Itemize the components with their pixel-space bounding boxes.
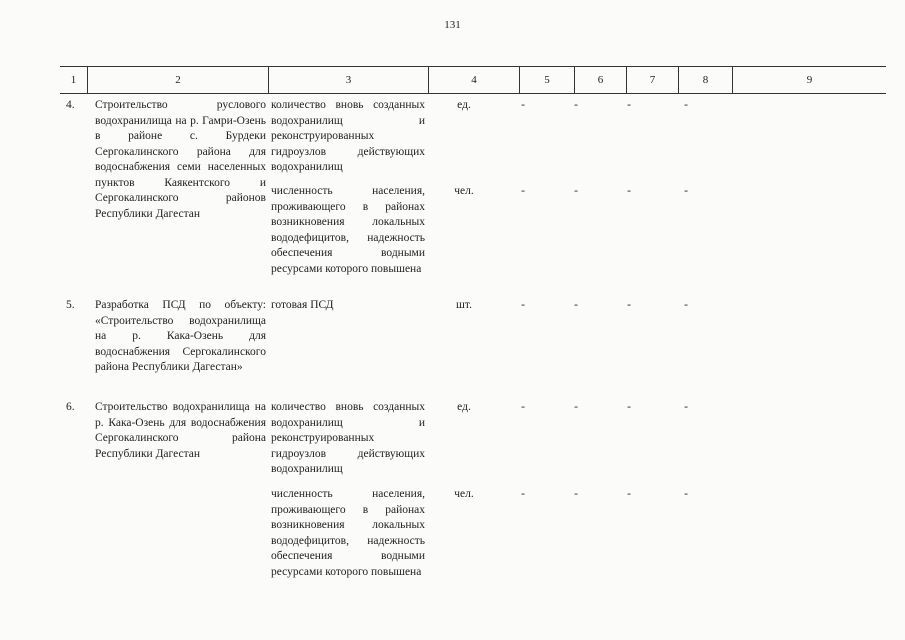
row-number: 5.	[66, 299, 75, 311]
indicator-text: готовая ПСД	[271, 299, 334, 311]
value-col-8: -	[684, 185, 688, 197]
header-col-1: 1	[70, 74, 77, 86]
value-col-6: -	[574, 488, 578, 500]
value-col-5: -	[521, 99, 525, 111]
value-col-8: -	[684, 401, 688, 413]
header-col-7: 7	[626, 67, 678, 93]
value-col-8: -	[684, 299, 688, 311]
value-col-8: -	[684, 488, 688, 500]
header-col-2: 2	[87, 67, 268, 93]
indicator-unit: ед.	[457, 401, 471, 413]
value-col-5: -	[521, 299, 525, 311]
value-col-6: -	[574, 185, 578, 197]
row-name: Строительство водохранилища на р. Кака-Озень для водоснабжения Сергокалинского района Республики Дагестан	[95, 401, 266, 460]
indicator-text: численность населения, проживающего в районах возникновения локальных вододефицитов, надежность обеспечения водными ресурсами которого повышена	[271, 488, 425, 578]
value-col-6: -	[574, 99, 578, 111]
value-col-6: -	[574, 299, 578, 311]
page-number: 131	[444, 19, 461, 31]
header-col-3: 3	[268, 67, 428, 93]
indicator-unit: ед.	[457, 99, 471, 111]
header-col-4: 4	[428, 67, 519, 93]
row-number: 4.	[66, 99, 75, 111]
value-col-8: -	[684, 99, 688, 111]
indicator-unit: шт.	[456, 299, 472, 311]
row-name: Разработка ПСД по объекту: «Строительство водохранилища на р. Кака-Озень для водоснабжения Сергокалинского района Республики Дагестан»	[95, 299, 266, 373]
indicator-unit: чел.	[454, 488, 474, 500]
value-col-5: -	[521, 185, 525, 197]
header-col-6: 6	[574, 67, 626, 93]
value-col-7: -	[627, 401, 631, 413]
header-col-9: 9	[732, 67, 886, 93]
indicator-text: количество вновь созданных водохранилищ и реконструированных гидроузлов действующих водохранилищ	[271, 401, 425, 475]
value-col-6: -	[574, 401, 578, 413]
value-col-7: -	[627, 185, 631, 197]
indicator-unit: чел.	[454, 185, 474, 197]
row-number: 6.	[66, 401, 75, 413]
value-col-7: -	[627, 299, 631, 311]
indicator-text: количество вновь созданных водохранилищ и реконструированных гидроузлов действующих водохранилищ	[271, 99, 425, 173]
value-col-5: -	[521, 401, 525, 413]
indicator-text: численность населения, проживающего в районах возникновения локальных вододефицитов, надежность обеспечения водными ресурсами которого повышена	[271, 185, 425, 275]
value-col-7: -	[627, 99, 631, 111]
header-col-5: 5	[519, 67, 574, 93]
table-header	[60, 66, 886, 94]
row-name: Строительство руслового водохранилища на р. Гамри-Озень в районе с. Бурдеки Сергокалинского района для водоснабжения семи населенных пунктов Каякентского и Сергокалинского районов Республики Дагестан	[95, 99, 266, 220]
header-col-8: 8	[678, 67, 732, 93]
value-col-7: -	[627, 488, 631, 500]
value-col-5: -	[521, 488, 525, 500]
